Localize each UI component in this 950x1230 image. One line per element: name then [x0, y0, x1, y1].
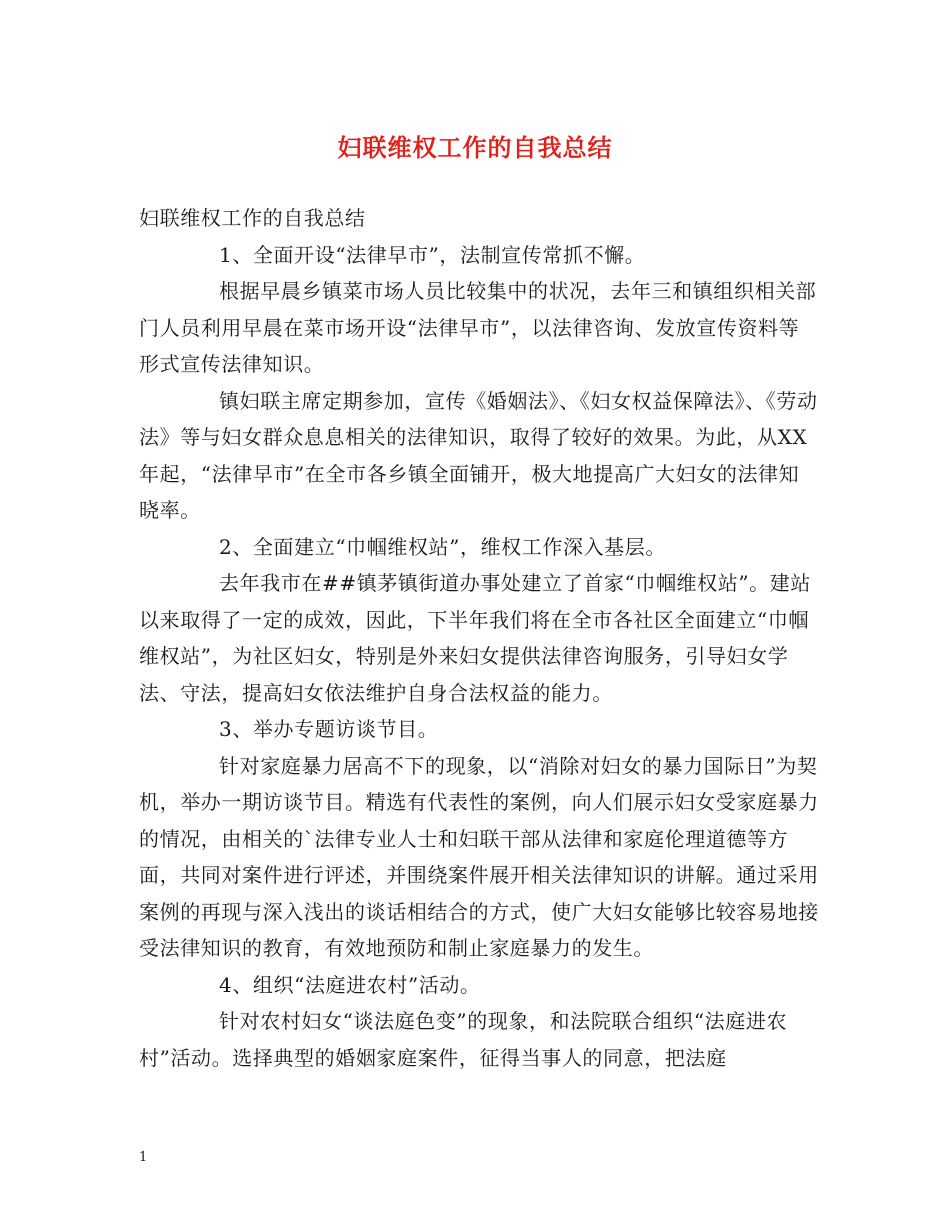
section-heading-3: 3、举办专题访谈节目。 — [219, 717, 439, 741]
document-body — [139, 200, 819, 1076]
paragraph: 针对农村妇女“谈法庭色变”的现象，和法院联合组织“法庭进农村”活动。选择典型的婚姻家庭案件，征得当事人的同意，把法庭 — [139, 1009, 788, 1070]
paragraph: 根据早晨乡镇菜市场人员比较集中的状况，去年三和镇组织相关部门人员利用早晨在菜市场开设“法律早市”，以法律咨询、发放宣传资料等形式宣传法律知识。 — [139, 279, 817, 376]
paragraph: 针对家庭暴力居高不下的现象，以“消除对妇女的暴力国际日”为契机，举办一期访谈节目。精选有代表性的案例，向人们展示妇女受家庭暴力的情况，由相关的`法律专业人士和妇联干部从法律和家庭伦理道德等方面，共同对案件进行评述，并围绕案件展开相关法律知识的讲解。通过采用案例的再现与深入浅出的谈话相结合的方式，使广大妇女能够比较容易地接受法律知识的教育，有效地预防和制止家庭暴力的发生。 — [139, 753, 819, 960]
document-title: 妇联维权工作的自我总结 — [337, 133, 613, 162]
section-heading-2: 2、全面建立“巾帼维权站”，维权工作深入基层。 — [219, 534, 666, 559]
section-heading-4: 4、组织“法庭进农村”活动。 — [219, 972, 481, 997]
paragraph: 去年我市在##镇茅镇街道办事处建立了首家“巾帼维权站”。建站以来取得了一定的成效，因此，下半年我们将在全市各社区全面建立“巾帼维权站”，为社区妇女，特别是外来妇女提供法律咨询服务，引导妇女学法、守法，提高妇女依法维护自身合法权益的能力。 — [139, 571, 811, 705]
section-heading-1: 1、全面开设“法律早市”，法制宣传常抓不懈。 — [219, 242, 646, 267]
paragraph-heading: 妇联维权工作的自我总结 — [139, 206, 366, 230]
page-number: 1 — [139, 1150, 148, 1165]
paragraph: 镇妇联主席定期参加，宣传《婚姻法》、《妇女权益保障法》、《劳动法》等与妇女群众息息相关的法律知识，取得了较好的效果。为此，从XX年起，“法律早市”在全市各乡镇全面铺开，极大地提高广大妇女的法律知晓率。 — [139, 388, 818, 522]
